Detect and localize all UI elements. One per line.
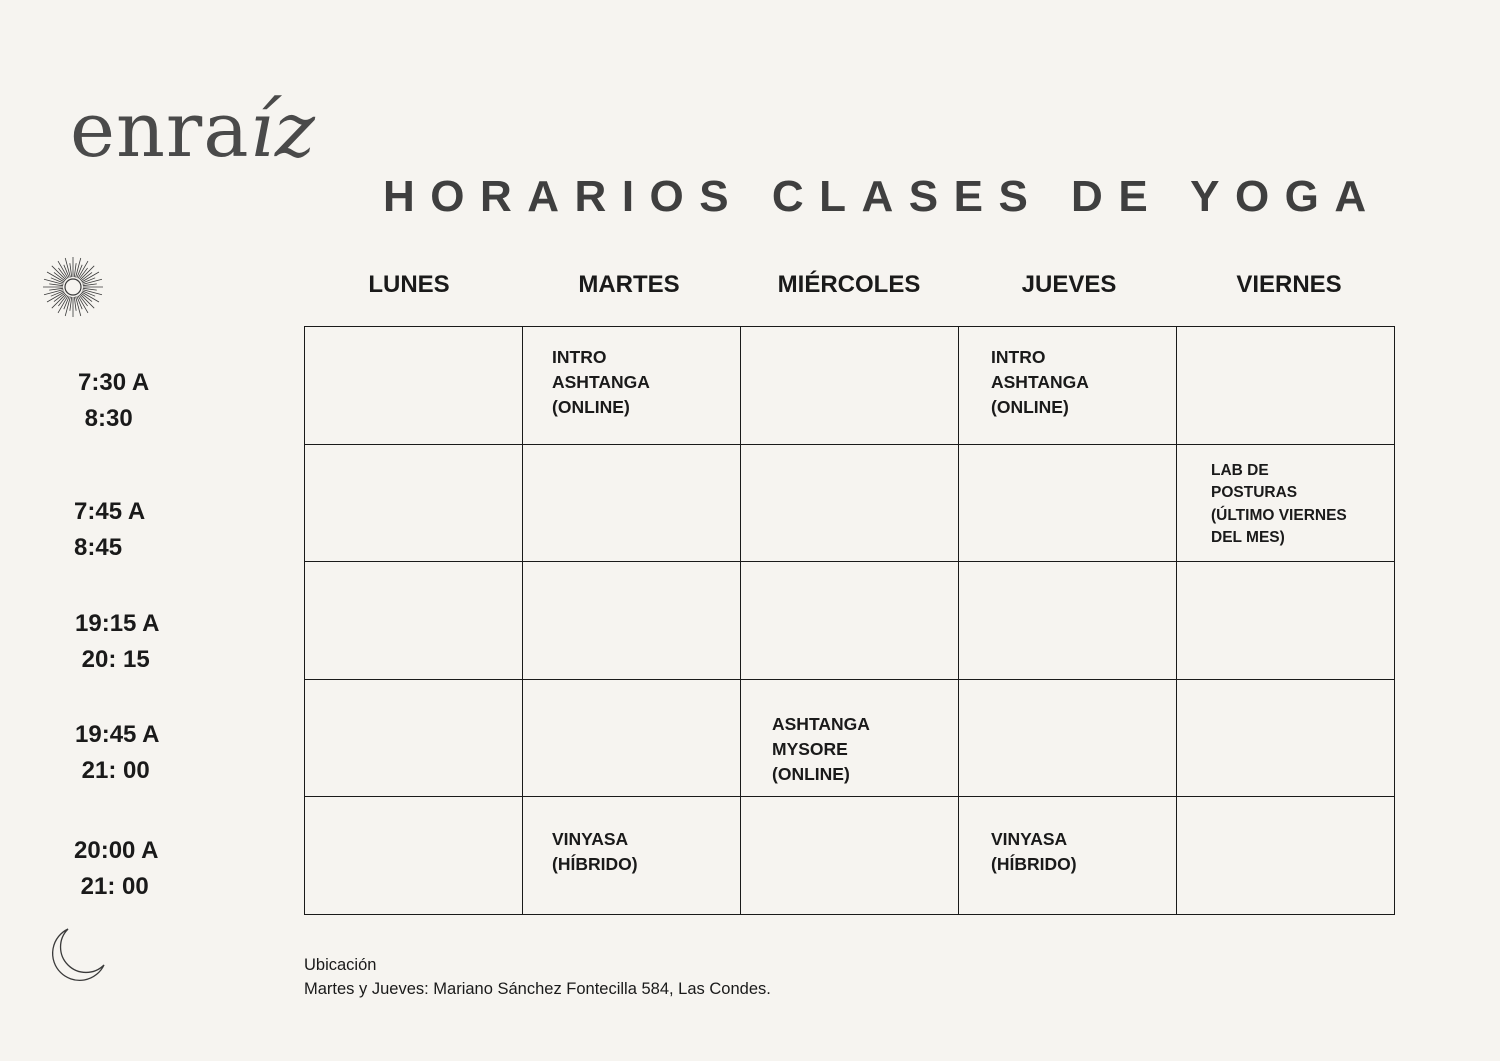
schedule-cell (1177, 327, 1395, 445)
day-header-lunes: LUNES (368, 271, 450, 298)
schedule-row (305, 679, 1395, 797)
schedule-cell (523, 797, 741, 915)
time-slot-5: 20:00 A 21: 00 (74, 837, 159, 900)
schedule-cell (305, 679, 523, 797)
class-lab-posturas-viernes: LAB DE POSTURAS (ÚLTIMO VIERNES DEL MES) (1211, 461, 1347, 547)
schedule-cell (523, 327, 741, 445)
schedule-cell (305, 797, 523, 915)
schedule-cell (959, 327, 1177, 445)
schedule-row (305, 444, 1395, 562)
schedule-cell (959, 797, 1177, 915)
day-header-miercoles: MIÉRCOLES (777, 271, 921, 298)
class-vinyasa-martes: VINYASA (HÍBRIDO) (552, 829, 638, 875)
day-header-martes: MARTES (578, 271, 680, 298)
schedule-cell (741, 327, 959, 445)
logo-accent-text: íz (249, 85, 316, 174)
schedule-row (305, 562, 1395, 680)
schedule-cell (305, 444, 523, 562)
schedule-cell (741, 562, 959, 680)
class-intro-ashtanga-martes: INTRO ASHTANGA (ONLINE) (552, 347, 650, 417)
sun-icon (42, 256, 104, 318)
time-slot-2: 7:45 A 8:45 (74, 498, 146, 561)
time-slot-4: 19:45 A 21: 00 (75, 721, 160, 784)
schedule-cell (741, 679, 959, 797)
page-title: HORARIOS CLASES DE YOGA (383, 172, 1382, 221)
schedule-cell (523, 444, 741, 562)
schedule-cell (523, 562, 741, 680)
location-heading: Ubicación (304, 956, 377, 974)
schedule-cell (959, 679, 1177, 797)
schedule-cell (959, 562, 1177, 680)
schedule-cell (1177, 797, 1395, 915)
schedule-cell (741, 797, 959, 915)
schedule-cell (1177, 679, 1395, 797)
class-ashtanga-mysore-miercoles: ASHTANGA MYSORE (ONLINE) (772, 713, 870, 784)
schedule-row (305, 327, 1395, 445)
schedule-cell (305, 327, 523, 445)
schedule-cell (305, 562, 523, 680)
location-address: Martes y Jueves: Mariano Sánchez Fontecilla 584, Las Condes. (304, 980, 771, 998)
class-intro-ashtanga-jueves: INTRO ASHTANGA (ONLINE) (991, 347, 1089, 417)
schedule-cell (1177, 562, 1395, 680)
day-header-viernes: VIERNES (1236, 271, 1342, 298)
class-vinyasa-jueves: VINYASA (HÍBRIDO) (991, 829, 1077, 875)
schedule-grid (304, 326, 1395, 915)
schedule-row (305, 797, 1395, 915)
location-footer (304, 953, 771, 1001)
schedule-cell (959, 444, 1177, 562)
time-slot-1: 7:30 A 8:30 (78, 369, 150, 432)
schedule-cell (523, 679, 741, 797)
day-header-jueves: JUEVES (1021, 271, 1117, 298)
time-slot-3: 19:15 A 20: 15 (75, 610, 160, 673)
brand-logo (70, 85, 316, 174)
logo-text: enra (70, 85, 250, 174)
crescent-moon-icon (46, 925, 106, 985)
schedule-cell (1177, 444, 1395, 562)
schedule-cell (741, 444, 959, 562)
